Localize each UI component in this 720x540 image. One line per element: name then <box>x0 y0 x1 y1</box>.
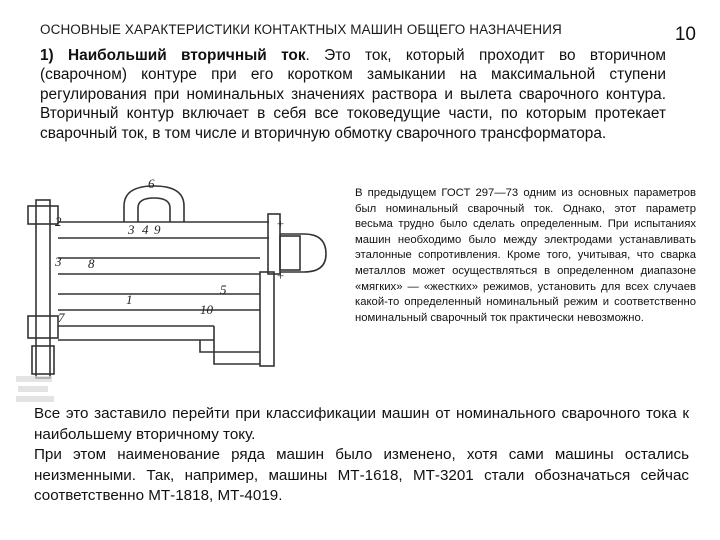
diagram-label-4: 4 <box>142 222 149 237</box>
diagram-label-8: 8 <box>88 256 95 271</box>
diagram-label-7: 7 <box>58 310 65 325</box>
diagram-label-1: 1 <box>126 292 133 307</box>
term-heading: 1) Наибольший вторичный ток <box>40 47 306 64</box>
conclusion-paragraph <box>34 404 689 507</box>
diagram-label-3b: 3 <box>55 254 62 269</box>
diagram-label-2: 2 <box>55 214 62 229</box>
conclusion-line-2: При этом наименование ряда машин было изменено, хотя сами машины остались неизменными. Так, например, машины МТ-1618, МТ-3201 стали обозначаться сейчас соответственно МТ-1818, МТ-4019. <box>34 446 689 504</box>
diagram-label-plus-top: + <box>276 216 285 231</box>
sidebar-note: В предыдущем ГОСТ 297—73 одним из основных параметров был номинальный сварочный ток. Однако, этот параметр весьма трудно было сделать определенным. При испытаниях машин необходимо было между электродами устанавливать эталонные сопротивления. Кроме того, учитывая, что сварка металлов может осуществляться в определенном диапазоне «мягких» — «жестких» режимов, установить для всех случаев какой-то определенный номинальный режим и соответственно номинальный сварочный ток практически невозможно. <box>355 187 696 324</box>
page-title: ОСНОВНЫЕ ХАРАКТЕРИСТИКИ КОНТАКТНЫХ МАШИН ОБЩЕГО НАЗНАЧЕНИЯ <box>40 22 562 37</box>
diagram-label-5: 5 <box>220 282 227 297</box>
welding-circuit-diagram <box>14 176 344 408</box>
diagram-label-plus-bottom: + <box>276 268 285 283</box>
page-number: 10 <box>674 24 696 45</box>
diagram-label-6: 6 <box>148 176 155 191</box>
diagram-label-3: 3 <box>128 222 135 237</box>
diagram-label-9: 9 <box>154 222 161 237</box>
term-definition: . Это ток, который проходит во вторичном (сварочном) контуре при его коротком замыкании на максимальной ступени регулирования при номинальных значениях раствора и вылета сварочного контура. Вторичный контур включает в себя все токоведущие части, по которым протекает сварочный ток, в том числе и вторичную обмотку сварочного трансформатора. <box>40 47 666 142</box>
definition-paragraph <box>40 46 666 143</box>
conclusion-line-1: Все это заставило перейти при классификации машин от номинального сварочного тока к наибольшему вторичному току. <box>34 405 689 443</box>
diagram-label-10: 10 <box>200 302 213 317</box>
